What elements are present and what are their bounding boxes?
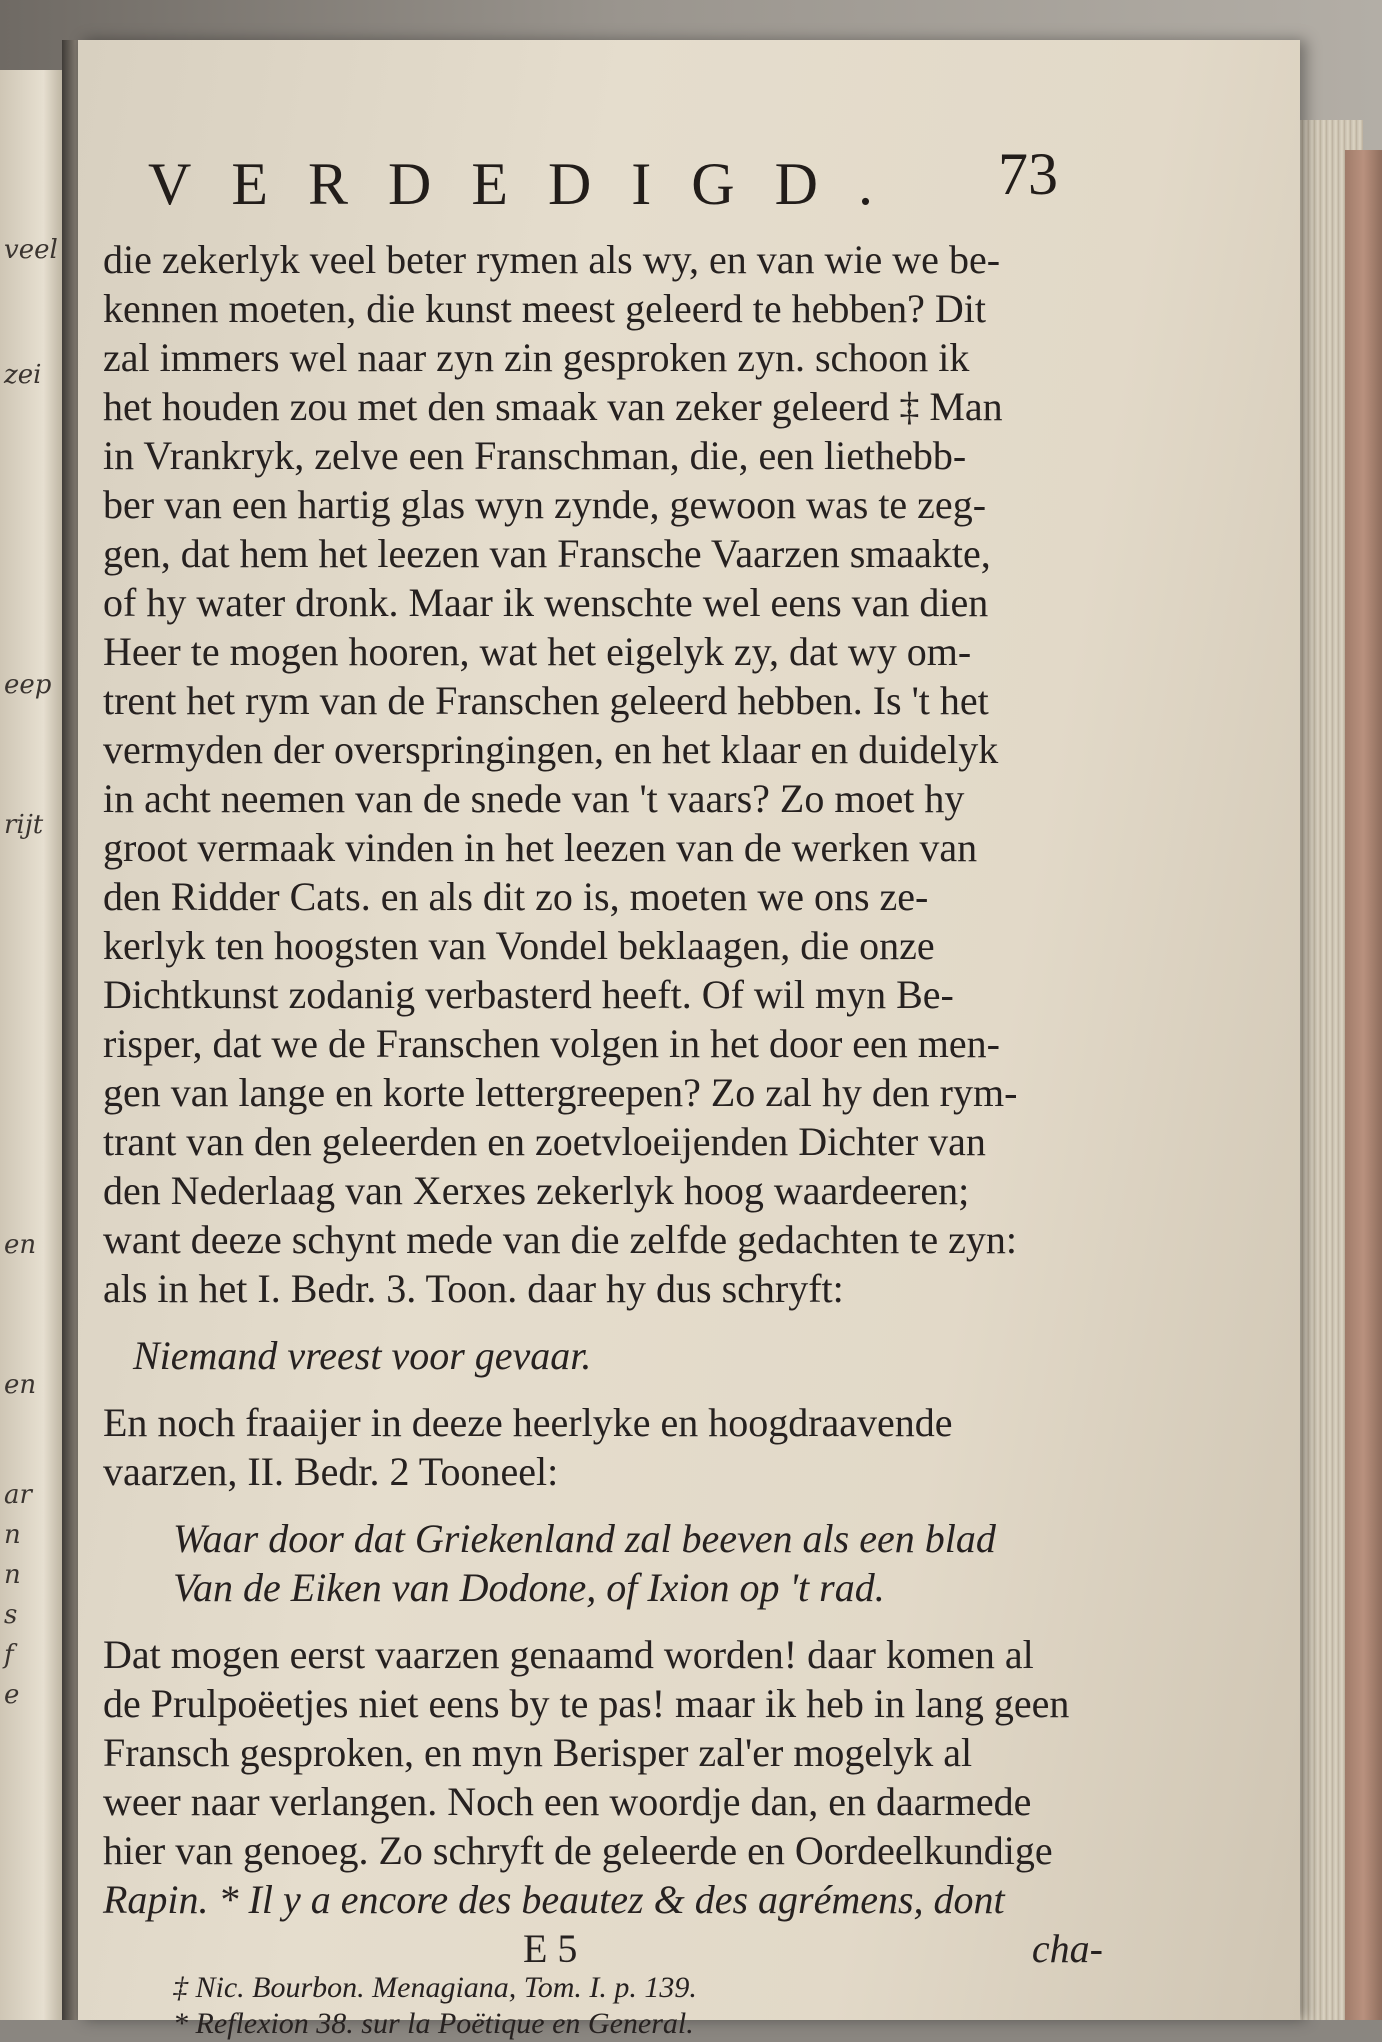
page-number: 73 [998,141,1058,207]
spacer [103,1496,1103,1514]
signature-row [103,1924,1103,1971]
text-line: kennen moeten, die kunst meest geleerd te hebben? Dit [103,286,987,331]
text-line: kerlyk ten hoogsten van Vondel beklaagen, die onze [103,923,935,968]
text-line: gen van lange en korte lettergreepen? Zo zal hy den rym- [103,1070,1018,1115]
text-line: Rapin. * Il y a encore des beautez & des agrémens, dont [103,1877,1005,1922]
footnote: * Reflexion 38. sur la Poëtique en General. [173,2007,694,2040]
text-line: En noch fraaijer in deeze heerlyke en hoogdraavende [103,1400,953,1445]
left-margin-fragment: veel [4,235,58,265]
verse-line: Van de Eiken van Dodone, of Ixion op 't rad. [173,1565,885,1610]
running-head: VERDEDIGD. [148,151,913,217]
verse-line: Waar door dat Griekenland zal beeven als een blad [173,1516,996,1561]
spacer [103,1612,1103,1630]
text-line: Heer te mogen hooren, wat het eigelyk zy, dat wy om- [103,629,972,674]
left-margin-fragment: n [4,1520,21,1550]
text-line: vaarzen, II. Bedr. 2 Tooneel: [103,1449,559,1494]
text-line: of hy water dronk. Maar ik wenschte wel eens van dien [103,580,989,625]
catchword: cha- [1031,1926,1103,1971]
text-line: Dat mogen eerst vaarzen genaamd worden! daar komen al [103,1632,1034,1677]
left-margin-fragment: en [4,1230,37,1260]
text-line: die zekerlyk veel beter rymen als wy, en van wie we be- [103,237,1001,282]
spacer [103,1380,1103,1398]
text-line: Dichtkunst zodanig verbasterd heeft. Of wil myn Be- [103,972,954,1017]
text-line: in Vrankryk, zelve een Franschman, die, een liethebb- [103,433,967,478]
body-text [103,235,1103,2042]
text-line: vermyden der overspringingen, en het klaar en duidelyk [103,727,999,772]
spacer [103,1313,1103,1331]
text-line: de Prulpoëetjes niet eens by te pas! maar ik heb in lang geen [103,1681,1070,1726]
quotation: Niemand vreest voor gevaar. [133,1333,592,1378]
left-margin-fragment: e [4,1680,20,1710]
text-line: zal immers wel naar zyn zin gesproken zyn. schoon ik [103,335,970,380]
left-margin-fragment: rijt [4,810,44,840]
text-line: den Ridder Cats. en als dit zo is, moeten we ons ze- [103,874,929,919]
text-line: ber van een hartig glas wyn zynde, gewoon was te zeg- [103,482,987,527]
signature-mark: E 5 [523,1926,578,1971]
left-margin-fragment: s [4,1600,18,1630]
text-line: gen, dat hem het leezen van Fransche Vaarzen smaakte, [103,531,991,576]
text-line: in acht neemen van de snede van 't vaars? Zo moet hy [103,776,965,821]
footnote: ‡ Nic. Bourbon. Menagiana, Tom. I. p. 139. [173,1971,697,2004]
text-line: als in het I. Bedr. 3. Toon. daar hy dus schryft: [103,1266,844,1311]
text-line: trant van den geleerden en zoetvloeijenden Dichter van [103,1119,986,1164]
left-margin-fragment: zei [4,360,42,390]
left-margin-fragment: en [4,1370,37,1400]
left-margin-fragment: n [4,1560,21,1590]
text-line: want deeze schynt mede van die zelfde gedachten te zyn: [103,1217,1018,1262]
left-margin-fragment: ar [4,1480,32,1510]
book-page [78,40,1300,2040]
text-line: trent het rym van de Franschen geleerd hebben. Is 't het [103,678,989,723]
text-line: den Nederlaag van Xerxes zekerlyk hoog waardeeren; [103,1168,970,1213]
text-line: het houden zou met den smaak van zeker geleerd ‡ Man [103,384,1003,429]
text-line: weer naar verlangen. Noch een woordje dan, en daarmede [103,1779,1032,1824]
left-margin-fragment: eep [4,670,52,700]
text-line: risper, dat we de Franschen volgen in het door een men- [103,1021,1000,1066]
left-margin-fragment: f [4,1640,14,1670]
footnotes [103,1970,1103,2042]
text-line: Fransch gesproken, en myn Berisper zal'er mogelyk al [103,1730,973,1775]
text-line: hier van genoeg. Zo schryft de geleerde en Oordeelkundige [103,1828,1053,1873]
book-cover-edge [1345,150,1382,2020]
left-facing-page [0,70,64,2020]
text-line: groot vermaak vinden in het leezen van de werken van [103,825,978,870]
